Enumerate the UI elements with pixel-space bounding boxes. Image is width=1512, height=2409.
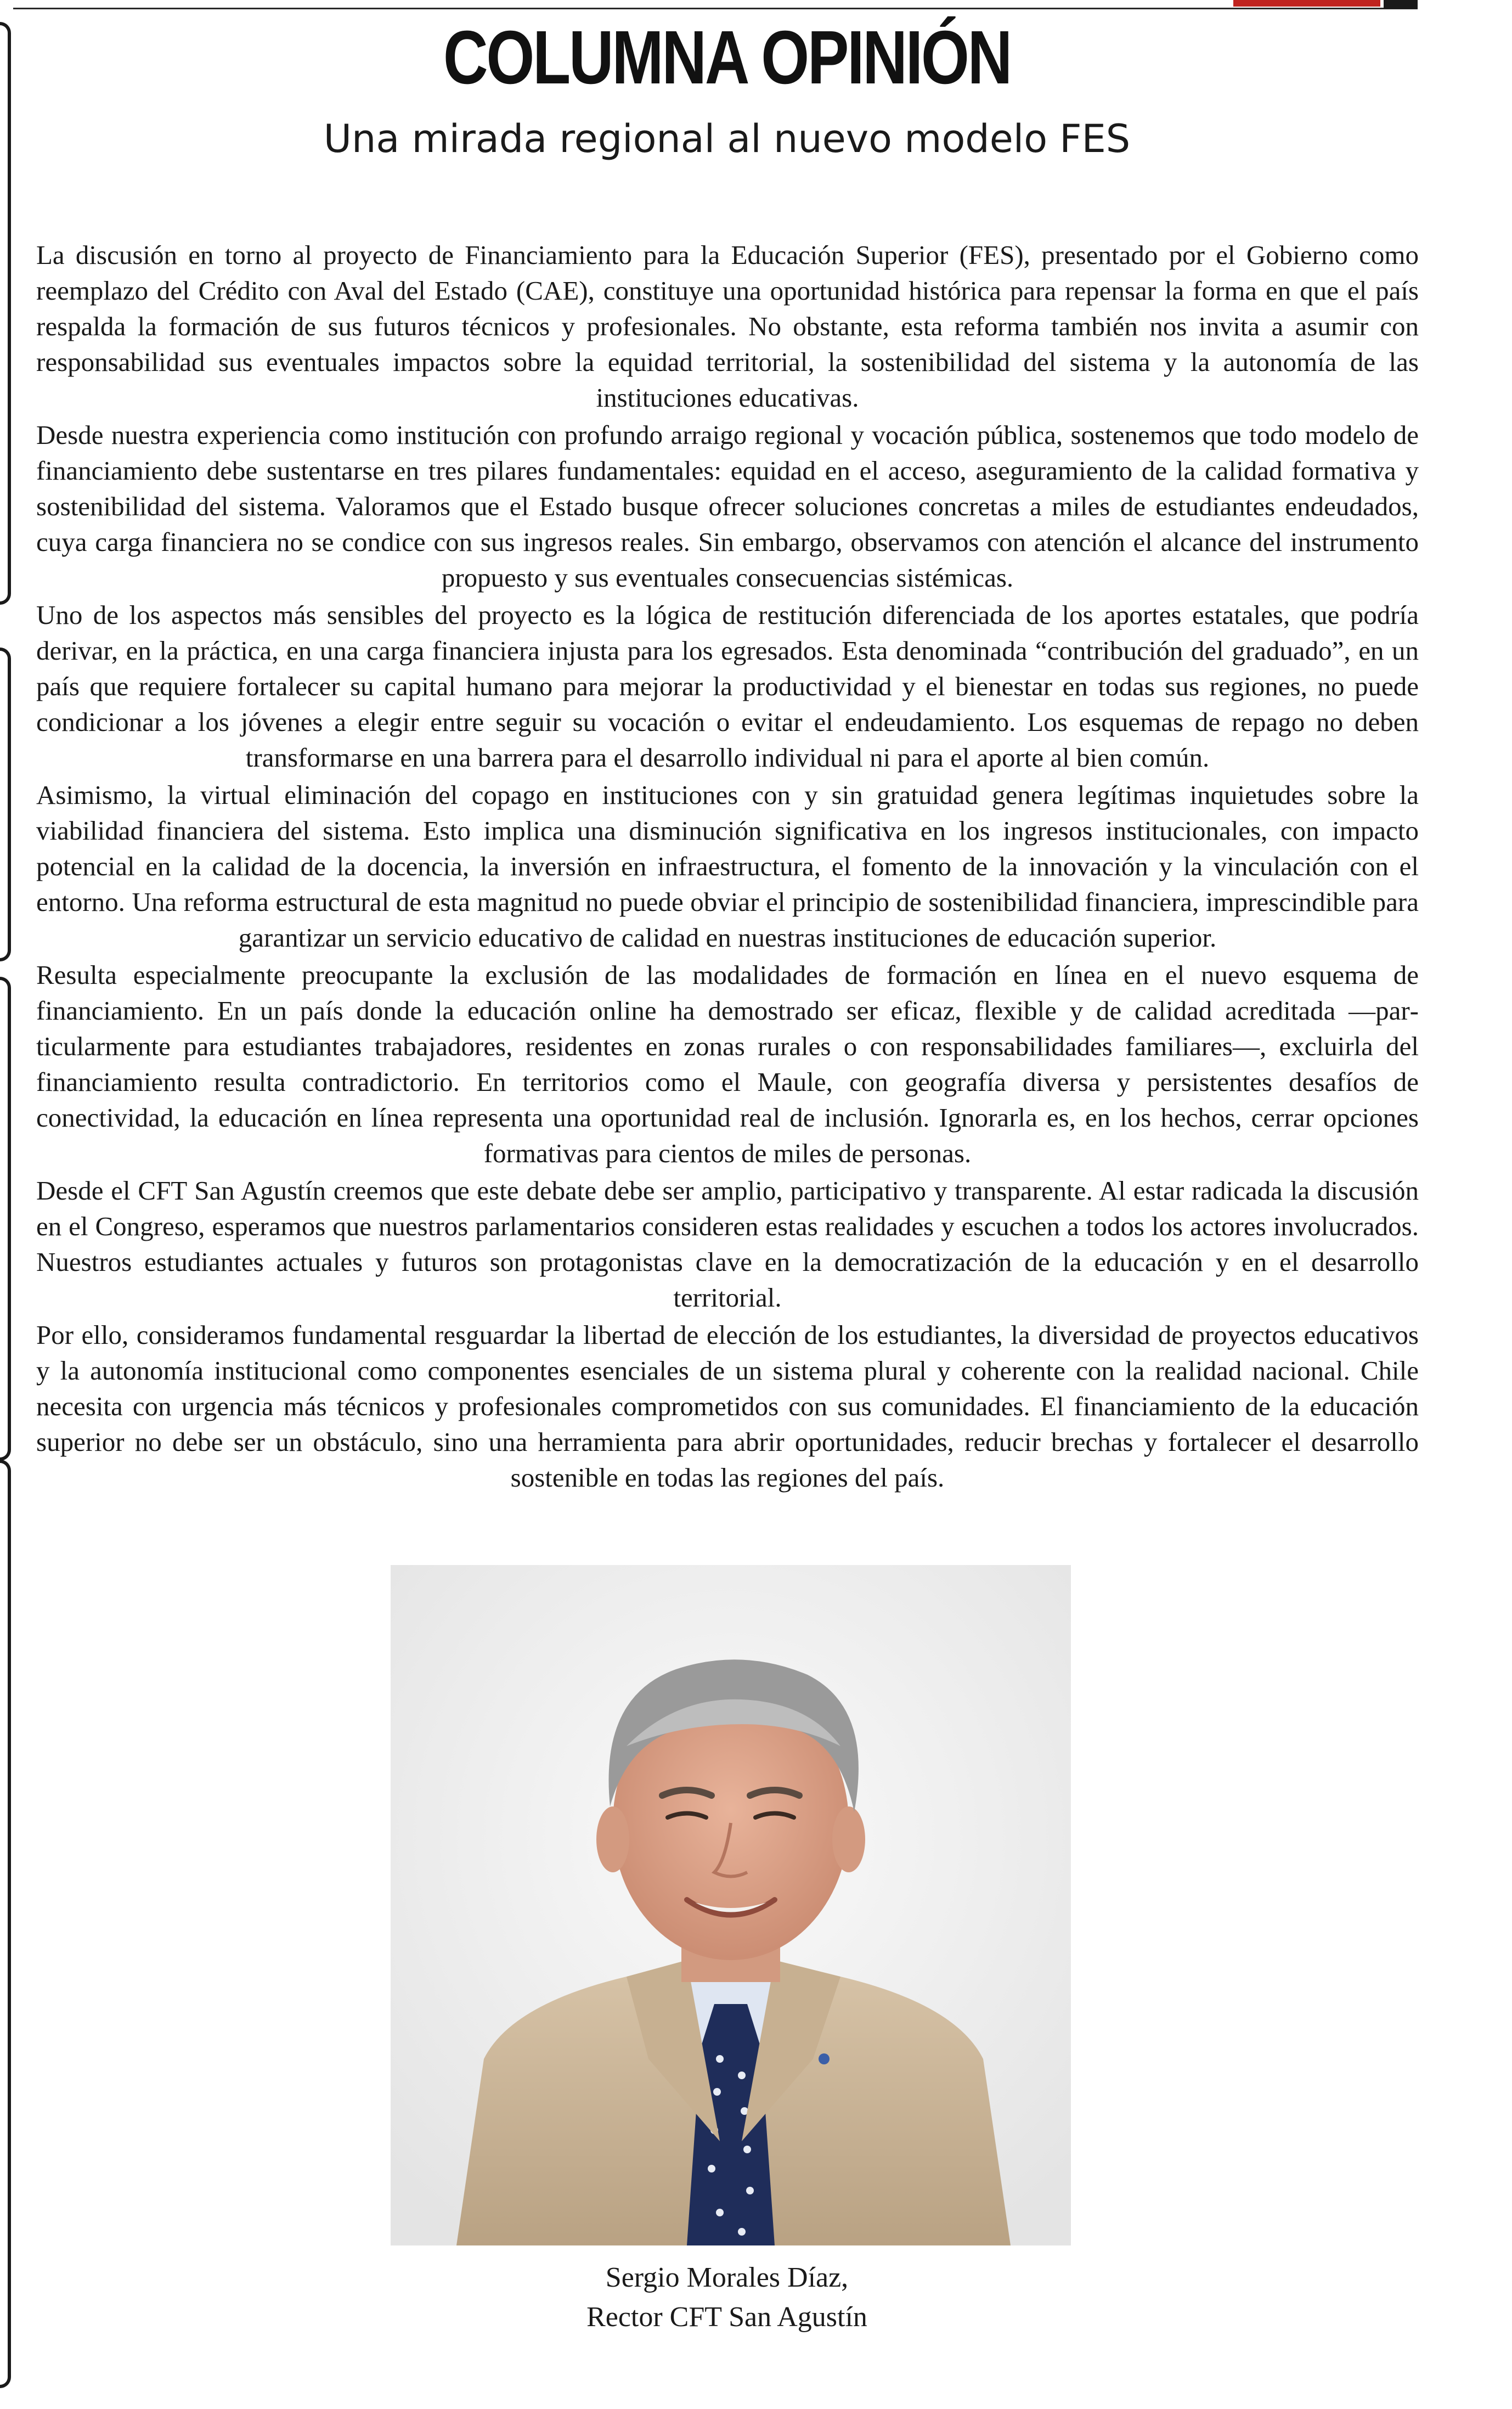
article-paragraph: Por ello, consideramos fundamental resguardar la libertad de elección de los estudiantes, la diversidad de proyectos educativos y la autonomía institucional como componentes esenciales de un sistema plural y coherente con la realidad nacional. Chile necesita con urgencia más técnicos y profesionales comprometidos con sus comunidades. El financiamiento de la educación superior no debe ser un obstáculo, sino una herramienta para abrir oportunidades, reducir brechas y fortalecer el desarrollo sostenible en todas las regiones del país. (36, 1320, 1419, 1493)
header-red-label (1233, 0, 1380, 7)
header-rule (13, 8, 1418, 9)
margin-bracket (0, 1460, 11, 2388)
article-body (36, 237, 1419, 1497)
author-photo (391, 1565, 1071, 2245)
margin-bracket (0, 648, 11, 961)
article-paragraph: Uno de los aspectos más sensibles del proyecto es la lógica de restitución diferenciada de los aportes estatales, que podría derivar, en la práctica, en una carga financiera injusta para los egresados. Esta denominada “contribución del graduado”, en un país que requiere fortalecer su capital humano para mejorar la productividad y el bienestar en todas sus regiones, no puede condicionar a los jóvenes a elegir entre seguir su vocación o evitar el endeudamiento. Los esquemas de repago no deben transformarse en una barrera para el desarrollo individual ni para el aporte al bien común. (36, 600, 1419, 773)
author-caption (0, 2258, 1454, 2337)
margin-bracket (0, 977, 11, 1461)
article-subtitle: Una mirada regional al nuevo modelo FES (323, 116, 1131, 161)
page-number-box (1384, 0, 1418, 9)
section-title: COLUMNA OPINIÓN (443, 15, 1011, 100)
author-name: Sergio Morales Díaz, (605, 2262, 849, 2293)
article-paragraph: Asimismo, la virtual eliminación del copago en instituciones con y sin gratuidad genera legítimas inquietudes sobre la viabilidad financiera del sistema. Esto implica una disminución significativa en los ingresos institucionales, con impacto potencial en la calidad de la docencia, la inversión en infraestructura, el fomento de la innovación y la vinculación con el entorno. Una reforma estructural de esta magnitud no puede obviar el principio de sostenibilidad financiera, imprescindible para garantizar un servicio educativo de calidad en nuestras instituciones de educación superior. (36, 780, 1419, 953)
margin-bracket (0, 22, 11, 605)
article-paragraph: La discusión en torno al proyecto de Financiamiento para la Educación Superior (FES), presentado por el Gobierno como reemplazo del Crédito con Aval del Estado (CAE), constituye una oportunidad histórica para repensar la forma en que el país respalda la formación de sus futuros técnicos y profesionales. No obstante, esta reforma también nos invita a asumir con responsabilidad sus eventuales impactos sobre la equidad territorial, la sostenibilidad del sistema y la autonomía de las instituciones educativas. (36, 240, 1419, 413)
article-paragraph: Resulta especialmente preocupante la exclusión de las modalidades de formación en línea en el nuevo esquema de financiamiento. En un país donde la educación online ha demostrado ser eficaz, flexible y de calidad acreditada —particularmente para estudiantes trabajadores, residentes en zonas rurales o con responsabilidades familiares—, excluirla del financiamiento resulta contradictorio. En territorios como el Maule, con geografía diversa y persistentes desafíos de conectividad, la educación en línea representa una oportunidad real de inclusión. Ignorarla es, en los hechos, cerrar opciones formativas para cientos de miles de personas. (36, 960, 1419, 1168)
author-role: Rector CFT San Agustín (586, 2301, 867, 2333)
article-paragraph: Desde el CFT San Agustín creemos que este debate debe ser amplio, participativo y transparente. Al estar radicada la discusión en el Congreso, esperamos que nuestros parlamentarios consideren estas realidades y escuchen a todos los actores involucrados. Nuestros estudiantes actuales y futuros son protagonistas clave en la democratización de la educación y en el desarrollo territorial. (36, 1175, 1419, 1313)
article-paragraph: Desde nuestra experiencia como institución con profundo arraigo regional y vocación pública, sostenemos que todo modelo de financiamiento debe sustentarse en tres pilares fundamentales: equidad en el acceso, aseguramiento de la calidad formativa y sostenibilidad del sistema. Valoramos que el Estado busque ofrecer soluciones concretas a miles de estudiantes endeudados, cuya carga financiera no se condice con sus ingresos reales. Sin embargo, observamos con atención el alcance del instrumento propuesto y sus eventuales consecuencias sistémicas. (36, 420, 1419, 593)
